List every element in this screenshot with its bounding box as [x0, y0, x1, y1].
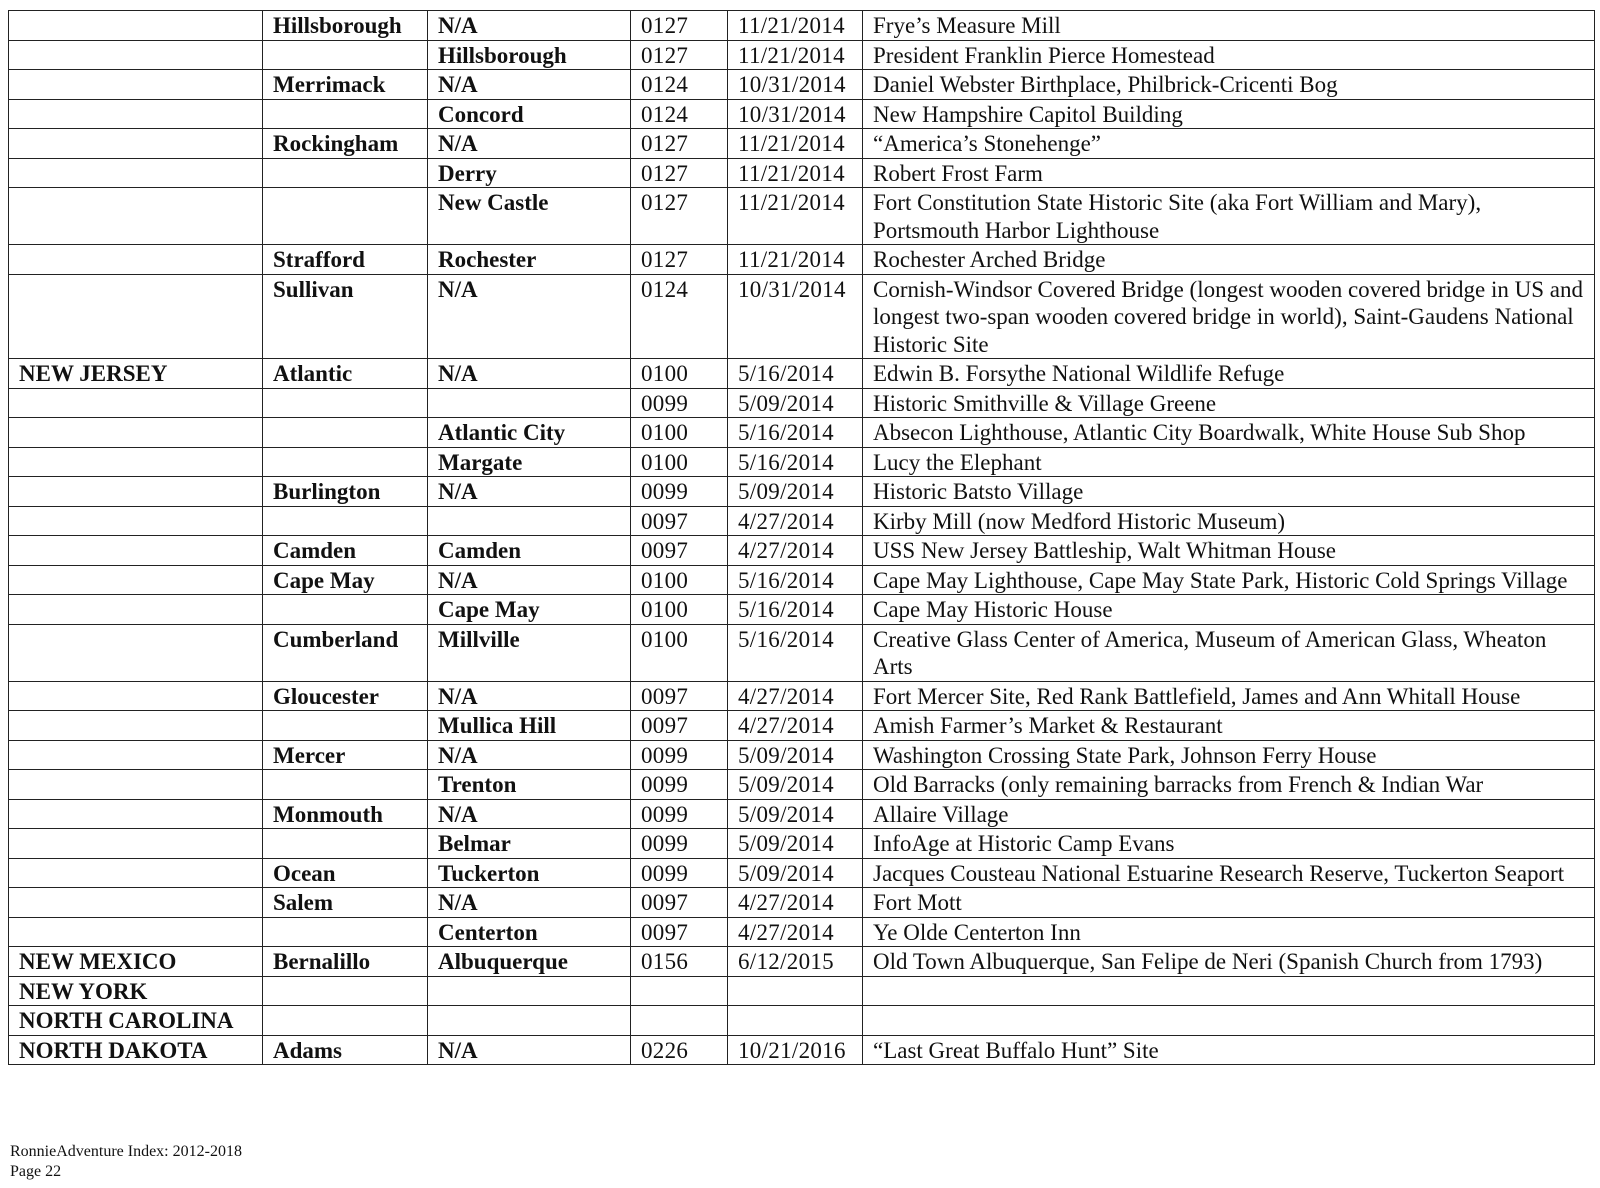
- table-row: [9, 359, 1595, 389]
- date-cell: 10/31/2014: [728, 99, 863, 129]
- state-cell: NORTH DAKOTA: [9, 1035, 263, 1065]
- table-row: [9, 418, 1595, 448]
- state-cell: [9, 274, 263, 359]
- state-cell: [9, 829, 263, 859]
- date-cell: 5/09/2014: [728, 740, 863, 770]
- episode-cell: 0124: [631, 274, 728, 359]
- episode-cell: 0097: [631, 536, 728, 566]
- city-cell: N/A: [428, 129, 631, 159]
- footer-page-number: Page 22: [10, 1163, 62, 1180]
- state-cell: [9, 858, 263, 888]
- state-cell: [9, 506, 263, 536]
- state-cell: [9, 595, 263, 625]
- sites-cell: USS New Jersey Battleship, Walt Whitman House: [863, 536, 1595, 566]
- city-cell: Belmar: [428, 829, 631, 859]
- table-row: [9, 770, 1595, 800]
- table-row: [9, 70, 1595, 100]
- table-row: [9, 1006, 1595, 1036]
- table-row: [9, 565, 1595, 595]
- state-cell: NORTH CAROLINA: [9, 1006, 263, 1036]
- state-cell: [9, 565, 263, 595]
- date-cell: [728, 976, 863, 1006]
- episode-cell: 0099: [631, 858, 728, 888]
- sites-cell: Fort Mott: [863, 888, 1595, 918]
- city-cell: [428, 1006, 631, 1036]
- county-cell: Salem: [263, 888, 428, 918]
- sites-cell: Frye’s Measure Mill: [863, 11, 1595, 41]
- table-row: [9, 799, 1595, 829]
- date-cell: 4/27/2014: [728, 681, 863, 711]
- city-cell: N/A: [428, 359, 631, 389]
- county-cell: Strafford: [263, 245, 428, 275]
- city-cell: [428, 506, 631, 536]
- table-body: [9, 11, 1595, 1065]
- county-cell: [263, 770, 428, 800]
- table-row: [9, 129, 1595, 159]
- date-cell: 5/09/2014: [728, 799, 863, 829]
- county-cell: [263, 418, 428, 448]
- table-row: [9, 245, 1595, 275]
- table-row: [9, 711, 1595, 741]
- episode-cell: 0127: [631, 188, 728, 245]
- table-row: [9, 888, 1595, 918]
- date-cell: 5/09/2014: [728, 388, 863, 418]
- county-cell: [263, 829, 428, 859]
- sites-cell: Absecon Lighthouse, Atlantic City Boardwalk, White House Sub Shop: [863, 418, 1595, 448]
- county-cell: [263, 158, 428, 188]
- city-cell: Hillsborough: [428, 40, 631, 70]
- sites-cell: Fort Mercer Site, Red Rank Battlefield, James and Ann Whitall House: [863, 681, 1595, 711]
- episode-cell: 0156: [631, 947, 728, 977]
- state-cell: [9, 536, 263, 566]
- county-cell: Camden: [263, 536, 428, 566]
- episode-cell: 0127: [631, 245, 728, 275]
- state-cell: NEW MEXICO: [9, 947, 263, 977]
- state-cell: [9, 99, 263, 129]
- county-cell: Gloucester: [263, 681, 428, 711]
- date-cell: 5/16/2014: [728, 447, 863, 477]
- sites-cell: Old Barracks (only remaining barracks from French & Indian War: [863, 770, 1595, 800]
- table-row: [9, 740, 1595, 770]
- city-cell: Centerton: [428, 917, 631, 947]
- state-cell: [9, 477, 263, 507]
- city-cell: N/A: [428, 11, 631, 41]
- state-cell: [9, 245, 263, 275]
- city-cell: [428, 388, 631, 418]
- episode-cell: 0099: [631, 740, 728, 770]
- sites-cell: Old Town Albuquerque, San Felipe de Neri (Spanish Church from 1793): [863, 947, 1595, 977]
- county-cell: [263, 388, 428, 418]
- county-cell: Atlantic: [263, 359, 428, 389]
- sites-cell: Cornish-Windsor Covered Bridge (longest wooden covered bridge in US and longest two-span wooden covered bridge in world), Saint-Gaudens National Historic Site: [863, 274, 1595, 359]
- state-cell: [9, 711, 263, 741]
- index-table: [8, 10, 1595, 1065]
- table-row: [9, 274, 1595, 359]
- date-cell: 5/09/2014: [728, 858, 863, 888]
- episode-cell: 0097: [631, 711, 728, 741]
- table-row: [9, 158, 1595, 188]
- state-cell: [9, 129, 263, 159]
- sites-cell: [863, 1006, 1595, 1036]
- county-cell: Hillsborough: [263, 11, 428, 41]
- sites-cell: Rochester Arched Bridge: [863, 245, 1595, 275]
- city-cell: Atlantic City: [428, 418, 631, 448]
- episode-cell: [631, 976, 728, 1006]
- state-cell: [9, 40, 263, 70]
- sites-cell: Ye Olde Centerton Inn: [863, 917, 1595, 947]
- sites-cell: “America’s Stonehenge”: [863, 129, 1595, 159]
- sites-cell: Robert Frost Farm: [863, 158, 1595, 188]
- date-cell: 11/21/2014: [728, 188, 863, 245]
- table-row: [9, 976, 1595, 1006]
- city-cell: [428, 976, 631, 1006]
- city-cell: Mullica Hill: [428, 711, 631, 741]
- state-cell: [9, 11, 263, 41]
- city-cell: N/A: [428, 1035, 631, 1065]
- date-cell: 6/12/2015: [728, 947, 863, 977]
- county-cell: Sullivan: [263, 274, 428, 359]
- episode-cell: [631, 1006, 728, 1036]
- sites-cell: [863, 976, 1595, 1006]
- date-cell: 10/21/2016: [728, 1035, 863, 1065]
- state-cell: [9, 188, 263, 245]
- county-cell: Cape May: [263, 565, 428, 595]
- state-cell: [9, 770, 263, 800]
- table-row: [9, 477, 1595, 507]
- sites-cell: Fort Constitution State Historic Site (aka Fort William and Mary), Portsmouth Harbor Lighthouse: [863, 188, 1595, 245]
- table-row: [9, 624, 1595, 681]
- episode-cell: 0097: [631, 888, 728, 918]
- city-cell: Concord: [428, 99, 631, 129]
- county-cell: Adams: [263, 1035, 428, 1065]
- episode-cell: 0226: [631, 1035, 728, 1065]
- county-cell: Cumberland: [263, 624, 428, 681]
- episode-cell: 0100: [631, 565, 728, 595]
- date-cell: [728, 1006, 863, 1036]
- sites-cell: Daniel Webster Birthplace, Philbrick-Cricenti Bog: [863, 70, 1595, 100]
- sites-cell: InfoAge at Historic Camp Evans: [863, 829, 1595, 859]
- sites-cell: Kirby Mill (now Medford Historic Museum): [863, 506, 1595, 536]
- table-row: [9, 536, 1595, 566]
- sites-cell: Lucy the Elephant: [863, 447, 1595, 477]
- city-cell: N/A: [428, 740, 631, 770]
- state-cell: [9, 447, 263, 477]
- county-cell: [263, 188, 428, 245]
- city-cell: Millville: [428, 624, 631, 681]
- date-cell: 4/27/2014: [728, 536, 863, 566]
- table-row: [9, 506, 1595, 536]
- date-cell: 5/16/2014: [728, 418, 863, 448]
- episode-cell: 0099: [631, 477, 728, 507]
- state-cell: [9, 888, 263, 918]
- city-cell: Albuquerque: [428, 947, 631, 977]
- state-cell: [9, 388, 263, 418]
- sites-cell: Jacques Cousteau National Estuarine Research Reserve, Tuckerton Seaport: [863, 858, 1595, 888]
- city-cell: New Castle: [428, 188, 631, 245]
- episode-cell: 0099: [631, 770, 728, 800]
- county-cell: Burlington: [263, 477, 428, 507]
- date-cell: 10/31/2014: [728, 70, 863, 100]
- city-cell: Cape May: [428, 595, 631, 625]
- date-cell: 11/21/2014: [728, 245, 863, 275]
- city-cell: Tuckerton: [428, 858, 631, 888]
- episode-cell: 0099: [631, 829, 728, 859]
- table-row: [9, 99, 1595, 129]
- episode-cell: 0100: [631, 359, 728, 389]
- date-cell: 4/27/2014: [728, 506, 863, 536]
- sites-cell: “Last Great Buffalo Hunt” Site: [863, 1035, 1595, 1065]
- table-row: [9, 1035, 1595, 1065]
- episode-cell: 0100: [631, 447, 728, 477]
- table-row: [9, 947, 1595, 977]
- sites-cell: President Franklin Pierce Homestead: [863, 40, 1595, 70]
- date-cell: 5/16/2014: [728, 359, 863, 389]
- date-cell: 11/21/2014: [728, 129, 863, 159]
- sites-cell: Historic Smithville & Village Greene: [863, 388, 1595, 418]
- county-cell: Bernalillo: [263, 947, 428, 977]
- table-row: [9, 595, 1595, 625]
- table-row: [9, 11, 1595, 41]
- county-cell: [263, 506, 428, 536]
- table-row: [9, 40, 1595, 70]
- episode-cell: 0127: [631, 40, 728, 70]
- sites-cell: Allaire Village: [863, 799, 1595, 829]
- county-cell: [263, 1006, 428, 1036]
- city-cell: Margate: [428, 447, 631, 477]
- episode-cell: 0099: [631, 799, 728, 829]
- sites-cell: Washington Crossing State Park, Johnson Ferry House: [863, 740, 1595, 770]
- city-cell: N/A: [428, 477, 631, 507]
- table-row: [9, 917, 1595, 947]
- county-cell: [263, 711, 428, 741]
- episode-cell: 0097: [631, 506, 728, 536]
- date-cell: 4/27/2014: [728, 888, 863, 918]
- state-cell: [9, 70, 263, 100]
- state-cell: [9, 418, 263, 448]
- date-cell: 5/16/2014: [728, 565, 863, 595]
- city-cell: N/A: [428, 799, 631, 829]
- state-cell: [9, 740, 263, 770]
- episode-cell: 0097: [631, 681, 728, 711]
- date-cell: 4/27/2014: [728, 711, 863, 741]
- date-cell: 5/16/2014: [728, 624, 863, 681]
- date-cell: 10/31/2014: [728, 274, 863, 359]
- table-row: [9, 681, 1595, 711]
- county-cell: Mercer: [263, 740, 428, 770]
- city-cell: N/A: [428, 70, 631, 100]
- city-cell: Derry: [428, 158, 631, 188]
- sites-cell: Amish Farmer’s Market & Restaurant: [863, 711, 1595, 741]
- city-cell: Rochester: [428, 245, 631, 275]
- sites-cell: Cape May Historic House: [863, 595, 1595, 625]
- episode-cell: 0127: [631, 158, 728, 188]
- episode-cell: 0099: [631, 388, 728, 418]
- city-cell: Camden: [428, 536, 631, 566]
- table-row: [9, 858, 1595, 888]
- city-cell: N/A: [428, 888, 631, 918]
- city-cell: N/A: [428, 274, 631, 359]
- episode-cell: 0124: [631, 70, 728, 100]
- county-cell: Merrimack: [263, 70, 428, 100]
- county-cell: [263, 99, 428, 129]
- state-cell: NEW JERSEY: [9, 359, 263, 389]
- state-cell: [9, 624, 263, 681]
- sites-cell: Edwin B. Forsythe National Wildlife Refuge: [863, 359, 1595, 389]
- county-cell: Ocean: [263, 858, 428, 888]
- county-cell: [263, 447, 428, 477]
- episode-cell: 0100: [631, 418, 728, 448]
- episode-cell: 0097: [631, 917, 728, 947]
- date-cell: 11/21/2014: [728, 158, 863, 188]
- episode-cell: 0127: [631, 11, 728, 41]
- county-cell: Rockingham: [263, 129, 428, 159]
- date-cell: 5/09/2014: [728, 829, 863, 859]
- page-footer: [10, 1142, 242, 1182]
- county-cell: [263, 976, 428, 1006]
- county-cell: Monmouth: [263, 799, 428, 829]
- city-cell: Trenton: [428, 770, 631, 800]
- county-cell: [263, 595, 428, 625]
- table-row: [9, 447, 1595, 477]
- episode-cell: 0100: [631, 595, 728, 625]
- date-cell: 5/09/2014: [728, 770, 863, 800]
- date-cell: 5/16/2014: [728, 595, 863, 625]
- episode-cell: 0100: [631, 624, 728, 681]
- state-cell: NEW YORK: [9, 976, 263, 1006]
- table-row: [9, 188, 1595, 245]
- state-cell: [9, 158, 263, 188]
- state-cell: [9, 799, 263, 829]
- county-cell: [263, 40, 428, 70]
- sites-cell: Creative Glass Center of America, Museum of American Glass, Wheaton Arts: [863, 624, 1595, 681]
- date-cell: 11/21/2014: [728, 40, 863, 70]
- date-cell: 11/21/2014: [728, 11, 863, 41]
- city-cell: N/A: [428, 681, 631, 711]
- state-cell: [9, 917, 263, 947]
- sites-cell: Cape May Lighthouse, Cape May State Park, Historic Cold Springs Village: [863, 565, 1595, 595]
- episode-cell: 0127: [631, 129, 728, 159]
- footer-title: RonnieAdventure Index: 2012-2018: [10, 1143, 242, 1160]
- table-row: [9, 388, 1595, 418]
- date-cell: 5/09/2014: [728, 477, 863, 507]
- date-cell: 4/27/2014: [728, 917, 863, 947]
- county-cell: [263, 917, 428, 947]
- episode-cell: 0124: [631, 99, 728, 129]
- state-cell: [9, 681, 263, 711]
- sites-cell: Historic Batsto Village: [863, 477, 1595, 507]
- table-row: [9, 829, 1595, 859]
- sites-cell: New Hampshire Capitol Building: [863, 99, 1595, 129]
- city-cell: N/A: [428, 565, 631, 595]
